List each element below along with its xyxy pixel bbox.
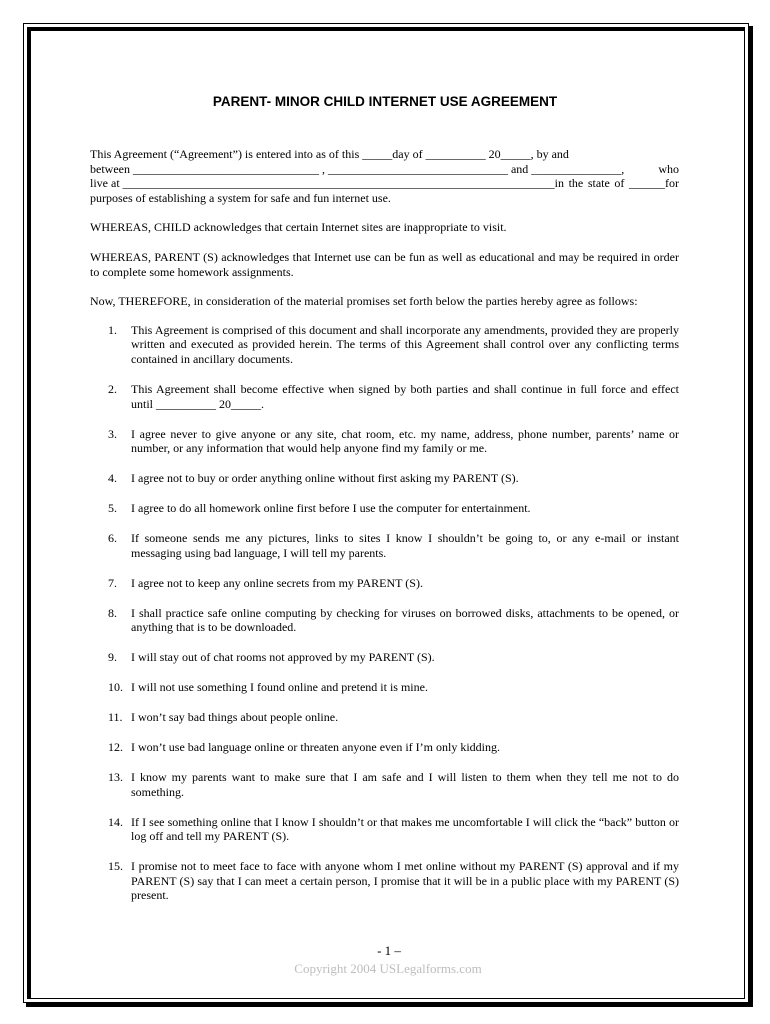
intro-line-3-word-of: of	[614, 176, 625, 191]
intro-line-3-word-state: state	[587, 176, 610, 191]
term-item	[90, 710, 679, 725]
term-number: 6.	[108, 531, 117, 546]
term-text: If I see something online that I know I shouldn’t or that makes me uncomfortable I will click the “back” button or log off and tell my PARENT (S).	[131, 814, 679, 844]
term-text: I won’t say bad things about people online.	[131, 710, 339, 725]
intro-line-3-word-the: the	[568, 176, 584, 191]
intro-line-2-parties: between _______________________________ , ______________________________ and _______________,	[90, 161, 625, 176]
term-number: 4.	[108, 471, 117, 486]
term-item	[90, 531, 679, 560]
term-number: 14.	[108, 814, 123, 829]
term-text: I won’t use bad language online or threaten anyone even if I’m only kidding.	[131, 740, 501, 755]
intro-line-2-who: who	[658, 161, 679, 176]
term-text: This Agreement is comprised of this document and shall incorporate any amendments, provided they are properly written and executed as provided herein. The terms of this Agreement shall control over any conflicting terms contained in ancillary documents.	[131, 322, 679, 366]
page-title: PARENT- MINOR CHILD INTERNET USE AGREEMENT	[212, 94, 558, 109]
copyright-footer: Copyright 2004 USLegalforms.com	[294, 961, 482, 976]
term-number: 11.	[108, 710, 123, 725]
intro-line-3	[90, 176, 679, 191]
page-number: - 1 –	[377, 943, 401, 958]
term-item	[90, 427, 679, 456]
term-item	[90, 382, 679, 411]
whereas-child-paragraph: WHEREAS, CHILD acknowledges that certain Internet sites are inappropriate to visit.	[90, 220, 507, 235]
term-item	[90, 770, 679, 799]
intro-line-1	[90, 147, 679, 162]
term-item	[90, 740, 679, 755]
term-text: I agree to do all homework online first before I use the computer for entertainment.	[131, 501, 531, 516]
term-text: I will not use something I found online and pretend it is mine.	[131, 680, 428, 695]
term-number: 1.	[108, 322, 117, 337]
term-text: I agree never to give anyone or any site, chat room, etc. my name, address, phone number, parents’ name or number, or any information that would help anyone find my family or me.	[131, 426, 679, 456]
intro-line-4	[90, 191, 679, 206]
term-item	[90, 576, 679, 591]
term-item	[90, 650, 679, 665]
term-text: If someone sends me any pictures, links to sites I know I shouldn’t be going to, or any e-mail or instant messaging using bad language, I will tell my parents.	[131, 531, 679, 560]
term-text: I agree not to keep any online secrets from my PARENT (S).	[131, 575, 423, 590]
term-item	[90, 815, 679, 844]
term-item	[90, 471, 679, 486]
term-number: 5.	[108, 501, 117, 516]
therefore-paragraph: Now, THEREFORE, in consideration of the material promises set forth below the parties hereby agree as follows:	[90, 294, 638, 309]
term-number: 7.	[108, 575, 117, 590]
term-text: I will stay out of chat rooms not approved by my PARENT (S).	[131, 650, 435, 665]
intro-line-3-state-blank: ______for	[628, 176, 679, 191]
term-number: 12.	[108, 740, 123, 755]
terms-list	[90, 323, 679, 903]
whereas-parent-paragraph: WHEREAS, PARENT (S) acknowledges that Internet use can be fun as well as educational and may be required in order to complete some homework assignments.	[90, 249, 679, 279]
term-number: 3.	[108, 426, 117, 441]
term-item	[90, 859, 679, 903]
intro-paragraph	[90, 147, 679, 205]
intro-line-1-text: This Agreement (“Agreement”) is entered into as of this _____day of __________ 20_____, by and	[90, 147, 569, 161]
term-number: 2.	[108, 381, 117, 396]
term-text: This Agreement shall become effective when signed by both parties and shall continue in full force and effect until __________ 20_____.	[131, 381, 679, 411]
term-number: 15.	[108, 859, 123, 874]
term-text: I shall practice safe online computing by checking for viruses on borrowed disks, attachments to be opened, or anything that is to be downloaded.	[131, 605, 679, 635]
document-body	[90, 147, 679, 918]
term-number: 10.	[108, 680, 123, 695]
intro-line-2	[90, 162, 679, 177]
term-item	[90, 606, 679, 635]
term-text: I know my parents want to make sure that I am safe and I will listen to them when they tell me not to do something.	[131, 770, 679, 799]
term-text: I promise not to meet face to face with anyone whom I met online without my PARENT (S) approval and if my PARENT (S) say that I can meet a certain person, I promise that it will be in a public place with my PARENT (S) present.	[131, 859, 679, 903]
term-item	[90, 501, 679, 516]
term-number: 8.	[108, 605, 117, 620]
term-number: 13.	[108, 770, 123, 785]
intro-line-3-address: live at ________________________________________________________________________in	[90, 176, 564, 191]
term-text: I agree not to buy or order anything online without first asking my PARENT (S).	[131, 471, 519, 486]
term-number: 9.	[108, 650, 117, 665]
term-item	[90, 680, 679, 695]
intro-line-4-text: purposes of establishing a system for safe and fun internet use.	[90, 190, 391, 205]
term-item	[90, 323, 679, 367]
